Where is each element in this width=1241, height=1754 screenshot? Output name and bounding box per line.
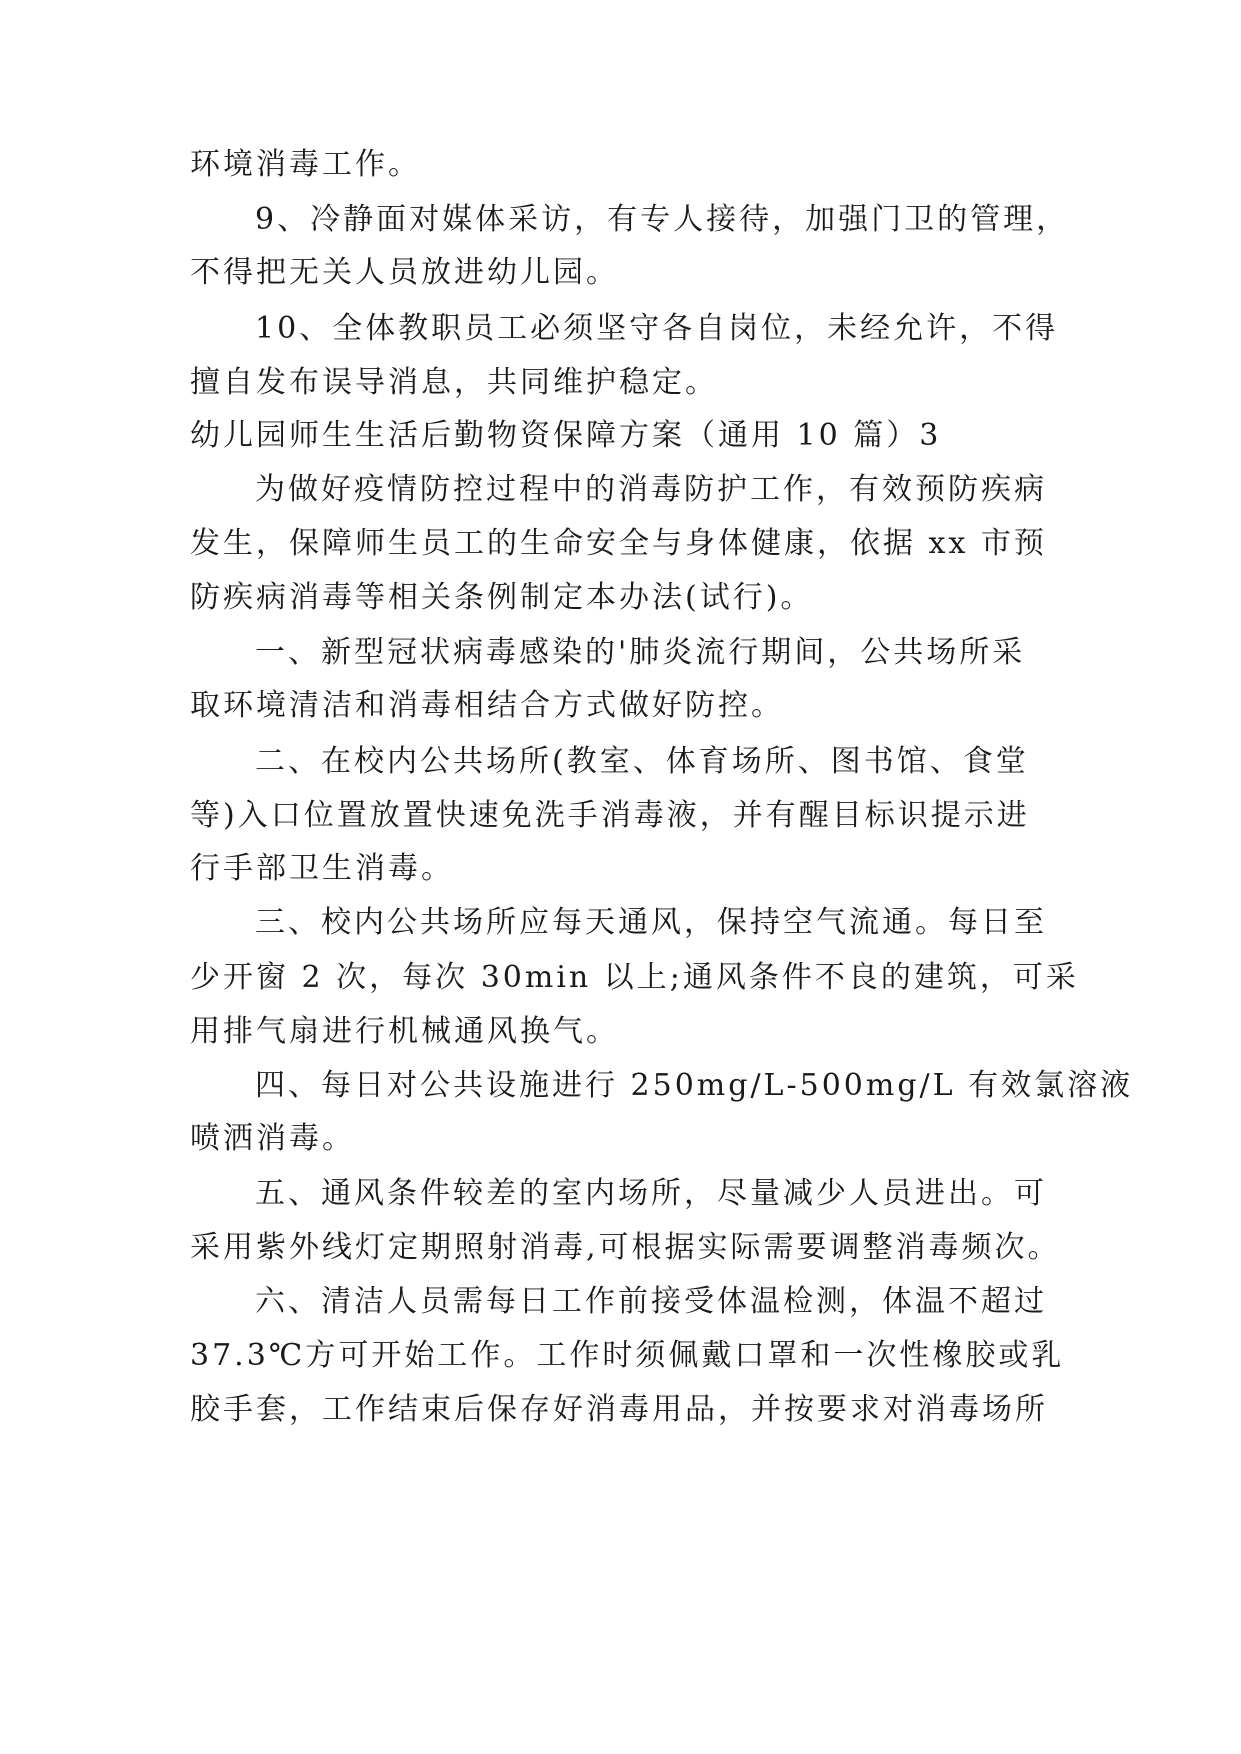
paragraph-line: 采用紫外线灯定期照射消毒,可根据实际需要调整消毒频次。: [190, 1230, 1061, 1265]
paragraph-line: 取环境清洁和消毒相结合方式做好防控。: [190, 688, 784, 723]
paragraph-line: 六、清洁人员需每日工作前接受体温检测，体温不超过: [255, 1284, 1047, 1319]
paragraph-line: 二、在校内公共场所(教室、体育场所、图书馆、食堂: [255, 744, 1029, 779]
paragraph-line: 五、通风条件较差的室内场所，尽量减少人员进出。可: [255, 1176, 1047, 1211]
paragraph-line: 10、全体教职员工必须坚守各自岗位，未经允许，不得: [255, 311, 1059, 346]
paragraph-line: 防疾病消毒等相关条例制定本办法(试行)。: [190, 580, 814, 615]
section-heading: 幼儿园师生生活后勤物资保障方案（通用 10 篇）3: [190, 418, 942, 453]
paragraph-line: 为做好疫情防控过程中的消毒防护工作，有效预防疾病: [255, 472, 1047, 507]
paragraph-line: 少开窗 2 次，每次 30min 以上;通风条件不良的建筑，可采: [190, 960, 1079, 995]
paragraph-line: 三、校内公共场所应每天通风，保持空气流通。每日至: [255, 905, 1047, 940]
paragraph-line: 四、每日对公共设施进行 250mg/L-500mg/L 有效氯溶液: [255, 1068, 1134, 1103]
paragraph-line: 不得把无关人员放进幼儿园。: [190, 255, 619, 290]
paragraph-line: 喷洒消毒。: [190, 1121, 355, 1156]
paragraph-line: 发生，保障师生员工的生命安全与身体健康，依据 xx 市预: [190, 526, 1047, 561]
paragraph-line: 9、冷静面对媒体采访，有专人接待，加强门卫的管理，: [255, 202, 1070, 237]
paragraph-line: 37.3℃方可开始工作。工作时须佩戴口罩和一次性橡胶或乳: [190, 1338, 1065, 1373]
paragraph-line: 用排气扇进行机械通风换气。: [190, 1014, 619, 1049]
paragraph-line: 环境消毒工作。: [190, 147, 421, 182]
paragraph-line: 等)入口位置放置快速免洗手消毒液，并有醒目标识提示进: [190, 798, 1030, 833]
paragraph-line: 一、新型冠状病毒感染的'肺炎流行期间，公共场所采: [255, 635, 1026, 670]
paragraph-line: 行手部卫生消毒。: [190, 851, 454, 886]
paragraph-line: 擅自发布误导消息，共同维护稳定。: [190, 365, 718, 400]
paragraph-line: 胶手套，工作结束后保存好消毒用品，并按要求对消毒场所: [190, 1392, 1048, 1427]
